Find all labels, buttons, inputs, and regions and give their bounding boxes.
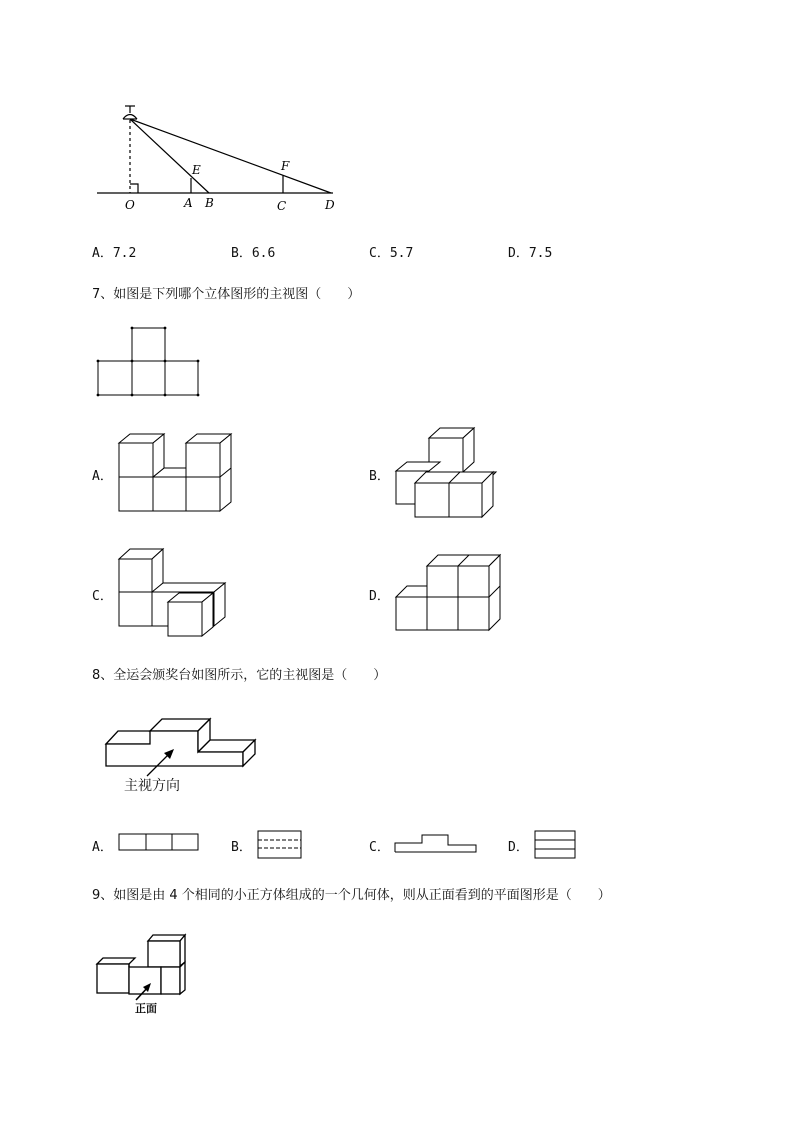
label-O: O (125, 198, 135, 212)
q6-option-c: C．5.7 (369, 246, 414, 261)
label-E: E (192, 163, 201, 177)
q6-option-a: A．7.2 (92, 246, 137, 261)
label-F: F (281, 159, 290, 173)
q7-option-d-letter: D． (369, 589, 390, 604)
q8-question: 8、全运会颁奖台如图所示，它的主视图是（ ） (92, 668, 387, 683)
q7-question: 7、如图是下列哪个立体图形的主视图（ ） (92, 287, 361, 302)
q7-option-b-letter: B． (369, 469, 390, 484)
q8-option-c-letter: C． (369, 840, 390, 855)
q7-option-c-letter: C． (92, 589, 113, 604)
label-D: D (325, 198, 335, 212)
q8-view-direction-caption: 主视方向 (124, 778, 180, 794)
label-B: B (205, 196, 214, 210)
label-A: A (184, 196, 193, 210)
q9-question: 9、如图是由 4 个相同的小正方体组成的一个几何体，则从正面看到的平面图形是（ ） (92, 888, 611, 903)
q8-option-b-letter: B． (231, 840, 252, 855)
label-C: C (277, 199, 287, 213)
q8-option-a-letter: A． (92, 840, 113, 855)
q6-option-b: B．6.6 (231, 246, 276, 261)
q7-option-a-letter: A． (92, 469, 113, 484)
q9-front-caption: 正面 (135, 1002, 157, 1015)
q6-option-d: D．7.5 (508, 246, 553, 261)
q8-option-d-letter: D． (508, 840, 529, 855)
